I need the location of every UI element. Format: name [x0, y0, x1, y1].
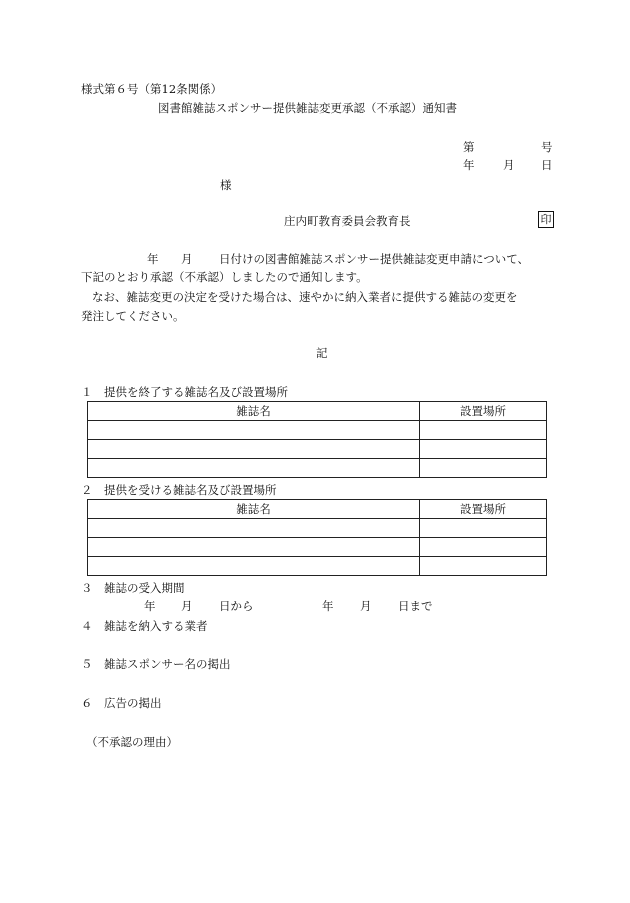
rejection-reason-label: （不承認の理由） — [86, 735, 178, 749]
addressee-suffix: 様 — [220, 178, 232, 192]
table-cell — [420, 557, 547, 576]
body-line3: なお、雑誌変更の決定を受けた場合は、速やかに納入業者に提供する雑誌の変更を — [92, 290, 518, 304]
period-from-year: 年 — [144, 599, 156, 613]
section-5-heading: ５ 雑誌スポンサー名の掲出 — [81, 657, 231, 671]
issue-date-year: 年 — [463, 158, 475, 172]
body-year: 年 — [147, 252, 159, 266]
table-row — [88, 440, 547, 459]
section-2-table — [87, 499, 547, 576]
period-to-year: 年 — [322, 599, 334, 613]
body-line2: 下記のとおり承認（不承認）しましたので通知します。 — [81, 270, 368, 284]
period-to-month: 月 — [360, 599, 372, 613]
column-header-magazine: 雑誌名 — [88, 402, 420, 421]
doc-number-go: 号 — [541, 140, 553, 154]
period-to-day: 日まで — [398, 599, 433, 613]
column-header-magazine: 雑誌名 — [88, 500, 420, 519]
table-cell — [420, 421, 547, 440]
table-header-row — [88, 402, 547, 421]
body-line4: 発注してください。 — [81, 309, 185, 323]
seal-stamp: 印 — [538, 211, 554, 228]
column-header-location: 設置場所 — [420, 402, 547, 421]
table-cell — [88, 519, 420, 538]
section-6-heading: ６ 広告の掲出 — [81, 696, 162, 710]
table-row — [88, 538, 547, 557]
table-cell — [420, 519, 547, 538]
document-title: 図書館雑誌スポンサー提供雑誌変更承認（不承認）通知書 — [158, 101, 457, 115]
table-cell — [420, 459, 547, 478]
table-cell — [88, 459, 420, 478]
table-row — [88, 557, 547, 576]
section-4-heading: ４ 雑誌を納入する業者 — [81, 619, 208, 633]
column-header-location: 設置場所 — [420, 500, 547, 519]
table-cell — [88, 421, 420, 440]
section-2-heading: ２ 提供を受ける雑誌名及び設置場所 — [81, 483, 277, 497]
table-cell — [88, 557, 420, 576]
table-cell — [88, 538, 420, 557]
table-cell — [420, 440, 547, 459]
section-3-heading: ３ 雑誌の受入期間 — [81, 581, 185, 595]
table-cell — [88, 440, 420, 459]
issue-date-day: 日 — [541, 158, 553, 172]
ki-heading: 記 — [316, 346, 328, 360]
body-line1: 日付けの図書館雑誌スポンサー提供雑誌変更申請について、 — [219, 252, 530, 266]
section-1-heading: １ 提供を終了する雑誌名及び設置場所 — [81, 385, 288, 399]
doc-number-dai: 第 — [463, 140, 475, 154]
table-cell — [420, 538, 547, 557]
issue-date-month: 月 — [503, 158, 515, 172]
table-header-row — [88, 500, 547, 519]
form-reference: 様式第６号（第12条関係） — [81, 82, 223, 96]
period-from-day: 日から — [219, 599, 254, 613]
table-row — [88, 459, 547, 478]
table-row — [88, 519, 547, 538]
period-from-month: 月 — [181, 599, 193, 613]
issuer-name: 庄内町教育委員会教育長 — [284, 214, 411, 228]
table-row — [88, 421, 547, 440]
body-month: 月 — [181, 252, 193, 266]
section-1-table — [87, 401, 547, 478]
